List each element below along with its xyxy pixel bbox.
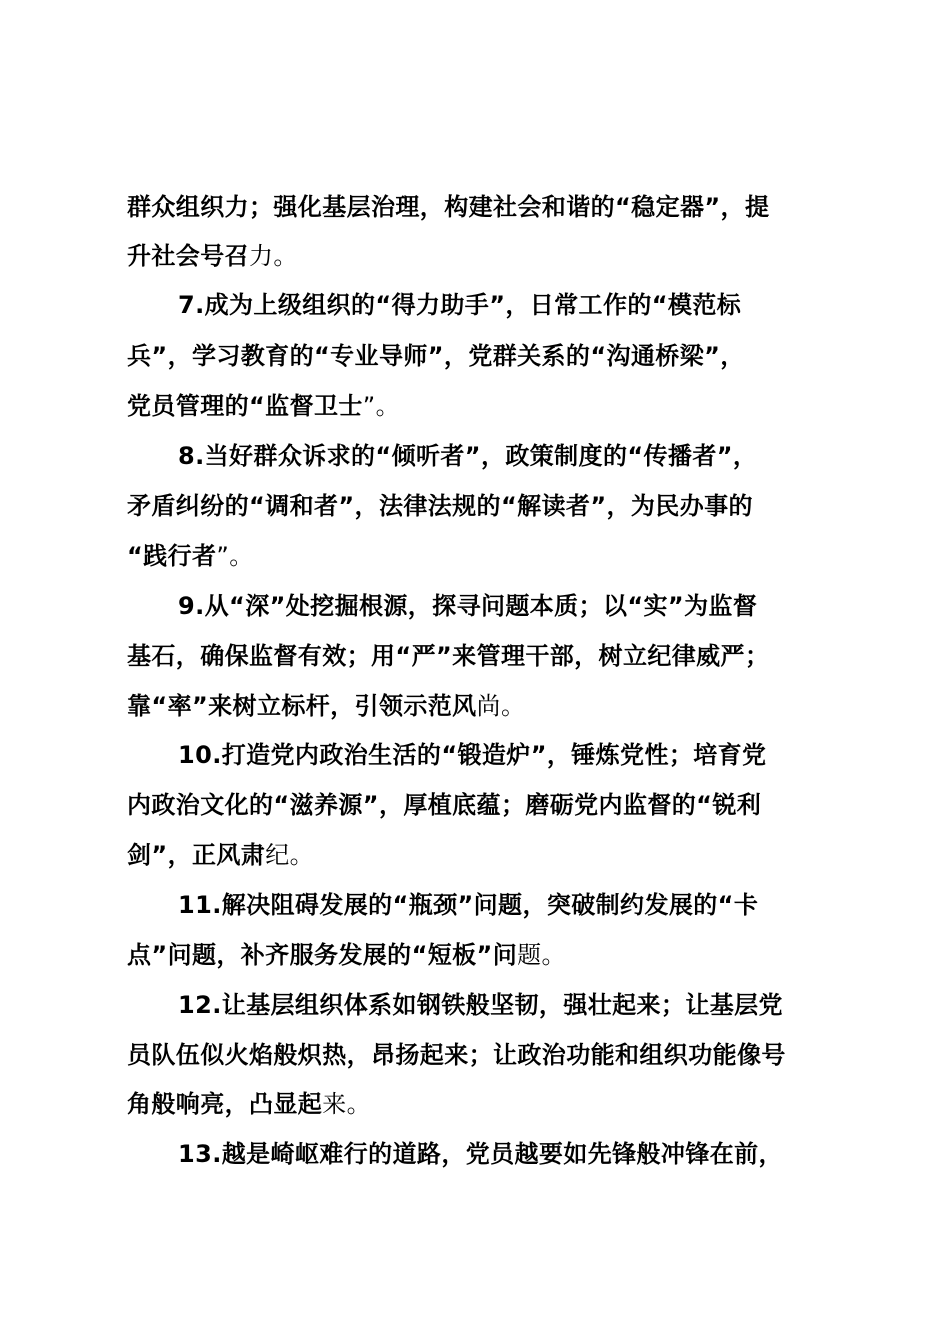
text-line: 12.让基层组织体系如钢铁般坚韧，强壮起来；让基层党 [178,991,783,1019]
text-line: “践行者”。 [127,542,254,570]
text-line: 矛盾纠纷的“调和者”，法律法规的“解读者”，为民办事的 [127,492,753,520]
text-line: 靠“率”来树立标杆，引领示范风尚。 [127,692,526,720]
text-line: 8.当好群众诉求的“倾听者”，政策制度的“传播者”， [178,442,758,470]
text-line: 基石，确保监督有效；用“严”来管理干部，树立纪律威严； [127,642,770,670]
text-line: 角般响亮，凸显起来。 [127,1090,372,1118]
text-line: 内政治文化的“滋养源”，厚植底蕴；磨砺党内监督的“锐利 [127,791,762,819]
text-line: 9.从“深”处挖掘根源，探寻问题本质；以“实”为监督 [178,592,758,620]
text-line: 7.成为上级组织的“得力助手”，日常工作的“模范标 [178,291,742,319]
text-line: 党员管理的“监督卫士”。 [127,392,401,420]
text-line: 员队伍似火焰般炽热，昂扬起来；让政治功能和组织功能像号 [127,1041,786,1069]
text-line: 兵”，学习教育的“专业导师”，党群关系的“沟通桥梁”， [127,342,745,370]
text-line: 群众组织力；强化基层治理，构建社会和谐的“稳定器”，提 [127,193,770,221]
text-line: 点”问题，补齐服务发展的“短板”问题。 [127,941,566,969]
text-line: 13.越是崎岖难行的道路，党员越要如先锋般冲锋在前， [178,1140,783,1168]
text-line: 10.打造党内政治生活的“锻造炉”，锤炼党性；培育党 [178,741,767,769]
text-line: 升社会号召力。 [127,242,298,270]
text-line: 11.解决阻碍发展的“瓶颈”问题，突破制约发展的“卡 [178,891,759,919]
text-line: 剑”，正风肃纪。 [127,841,314,869]
